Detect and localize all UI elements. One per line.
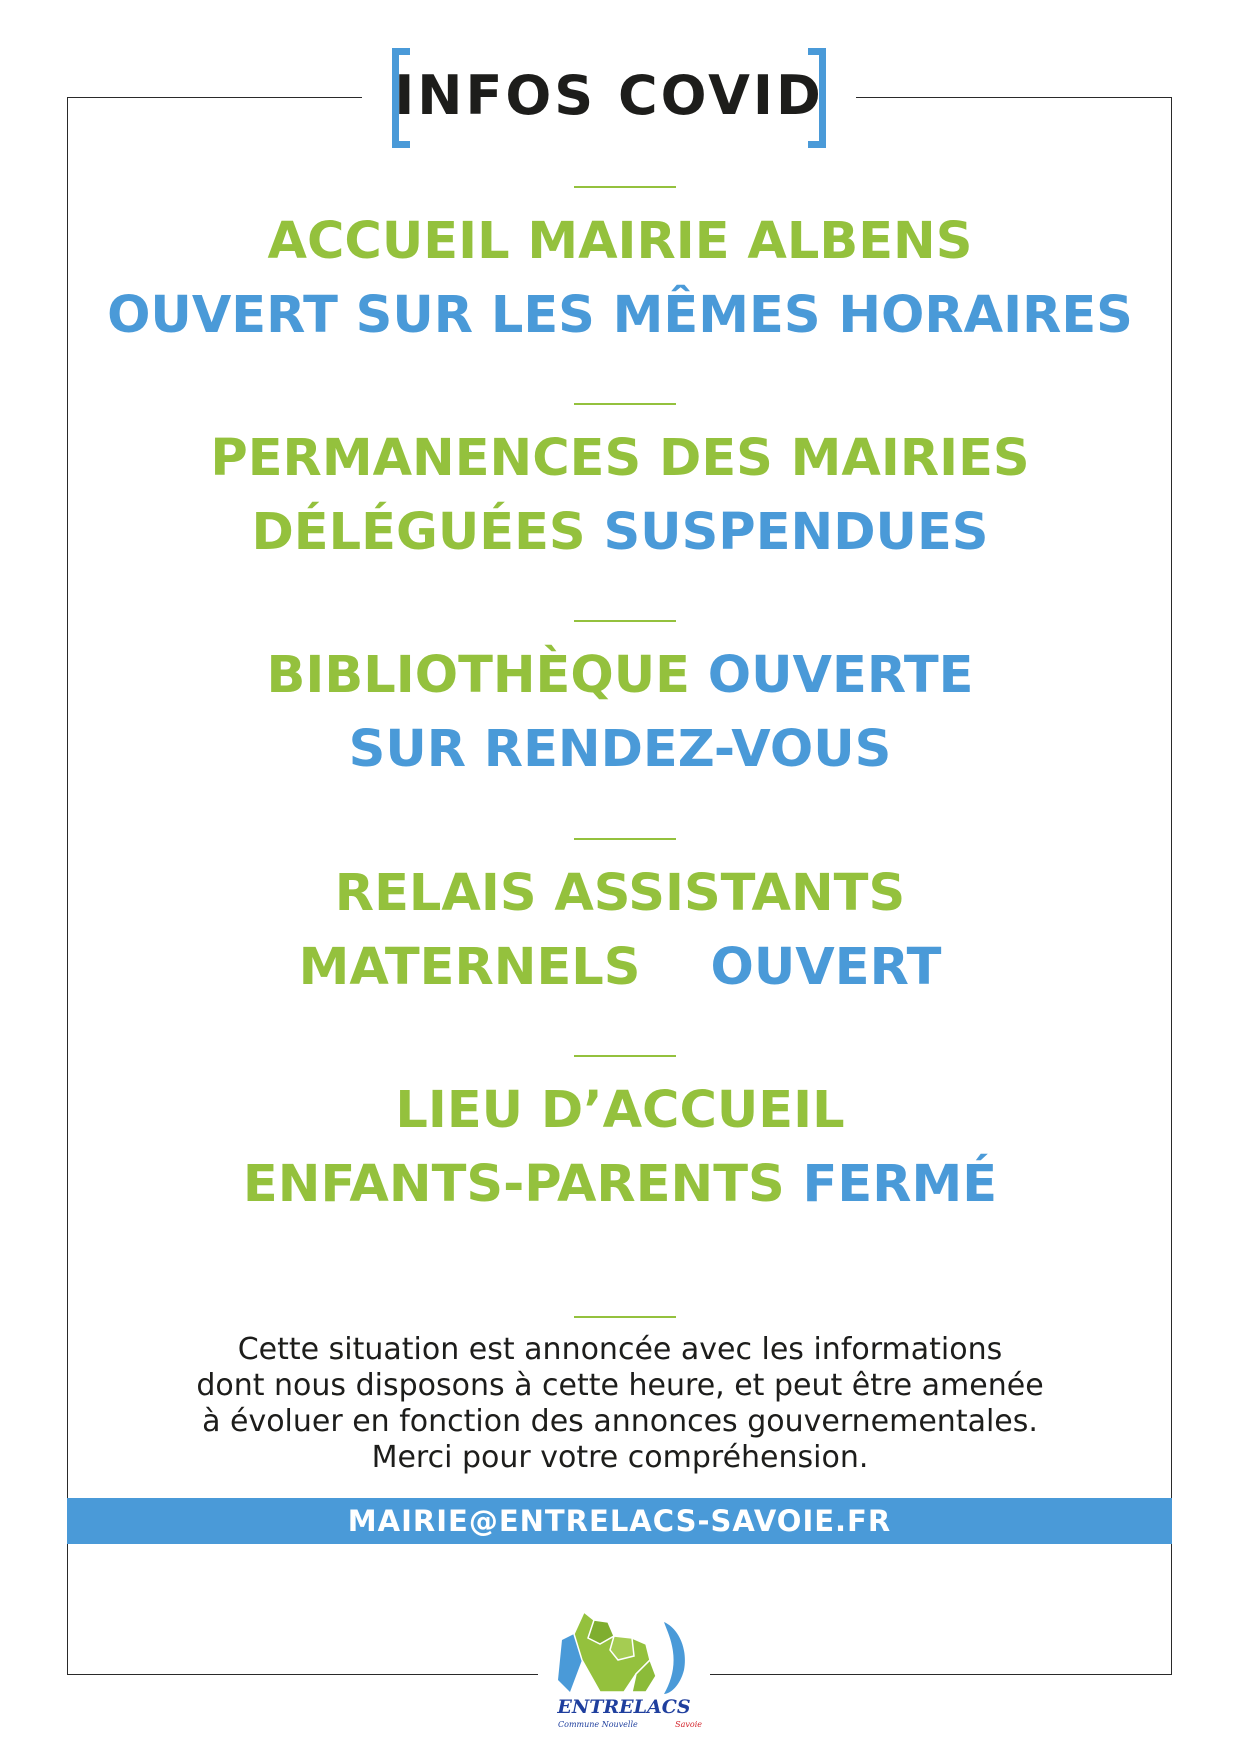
section-lieu-accueil (70, 1074, 1170, 1222)
section-divider (574, 403, 676, 405)
section-text-green: BIBLIOTHÈQUE (266, 646, 690, 705)
section-line (70, 496, 1170, 570)
section-text-blue: FERMÉ (802, 1155, 998, 1214)
section-bibliotheque (70, 639, 1170, 787)
section-line (70, 1148, 1170, 1222)
section-line (70, 205, 1170, 279)
section-text-blue: SUR RENDEZ-VOUS (348, 720, 892, 779)
section-text-green: ACCUEIL MAIRIE ALBENS (267, 212, 973, 271)
section-text-green: PERMANENCES DES MAIRIES (210, 429, 1030, 488)
section-line (70, 639, 1170, 713)
footnote (90, 1332, 1150, 1476)
entrelacs-map-icon (552, 1600, 696, 1696)
footnote-line: dont nous disposons à cette heure, et peut être amenée (196, 1368, 1044, 1403)
section-text-green: RELAIS ASSISTANTS (334, 864, 906, 923)
section-divider (574, 838, 676, 840)
section-line (70, 279, 1170, 353)
footnote-line: à évoluer en fonction des annonces gouvernementales. (202, 1404, 1038, 1439)
section-line (70, 857, 1170, 931)
email-link[interactable]: MAIRIE@ENTRELACS-SAVOIE.FR (347, 1504, 892, 1538)
logo-subtitle-right: Savoie (675, 1720, 702, 1729)
header (362, 40, 856, 154)
section-line (70, 1074, 1170, 1148)
section-text-blue: OUVERT SUR LES MÊMES HORAIRES (107, 286, 1133, 345)
footnote-line: Merci pour votre compréhension. (371, 1440, 869, 1475)
logo-subtitle (558, 1720, 702, 1729)
footnote-line: Cette situation est annoncée avec les informations (237, 1332, 1003, 1367)
section-line (70, 931, 1170, 1005)
footnote-divider (574, 1316, 676, 1318)
page-title: INFOS COVID (394, 64, 824, 127)
section-text-blue: OUVERT (710, 938, 942, 997)
logo-wordmark: ENTRELACS (557, 1696, 691, 1718)
email-banner (67, 1498, 1172, 1544)
logo-subtitle-left: Commune Nouvelle (558, 1720, 638, 1729)
section-divider (574, 1055, 676, 1057)
section-divider (574, 620, 676, 622)
section-text-blue: SUSPENDUES (603, 503, 989, 562)
section-line (70, 422, 1170, 496)
right-bracket-icon (808, 48, 826, 148)
section-text-green: MATERNELS (298, 938, 641, 997)
section-divider (574, 186, 676, 188)
section-text-green: DÉLÉGUÉES (251, 503, 586, 562)
section-text-green: ENFANTS-PARENTS (242, 1155, 785, 1214)
section-text-blue: OUVERTE (707, 646, 974, 705)
section-text-green: LIEU D’ACCUEIL (395, 1081, 845, 1140)
section-line (70, 713, 1170, 787)
section-accueil-mairie (70, 205, 1170, 353)
section-relais-assistants (70, 857, 1170, 1005)
entrelacs-logo (538, 1600, 710, 1740)
section-permanences (70, 422, 1170, 570)
